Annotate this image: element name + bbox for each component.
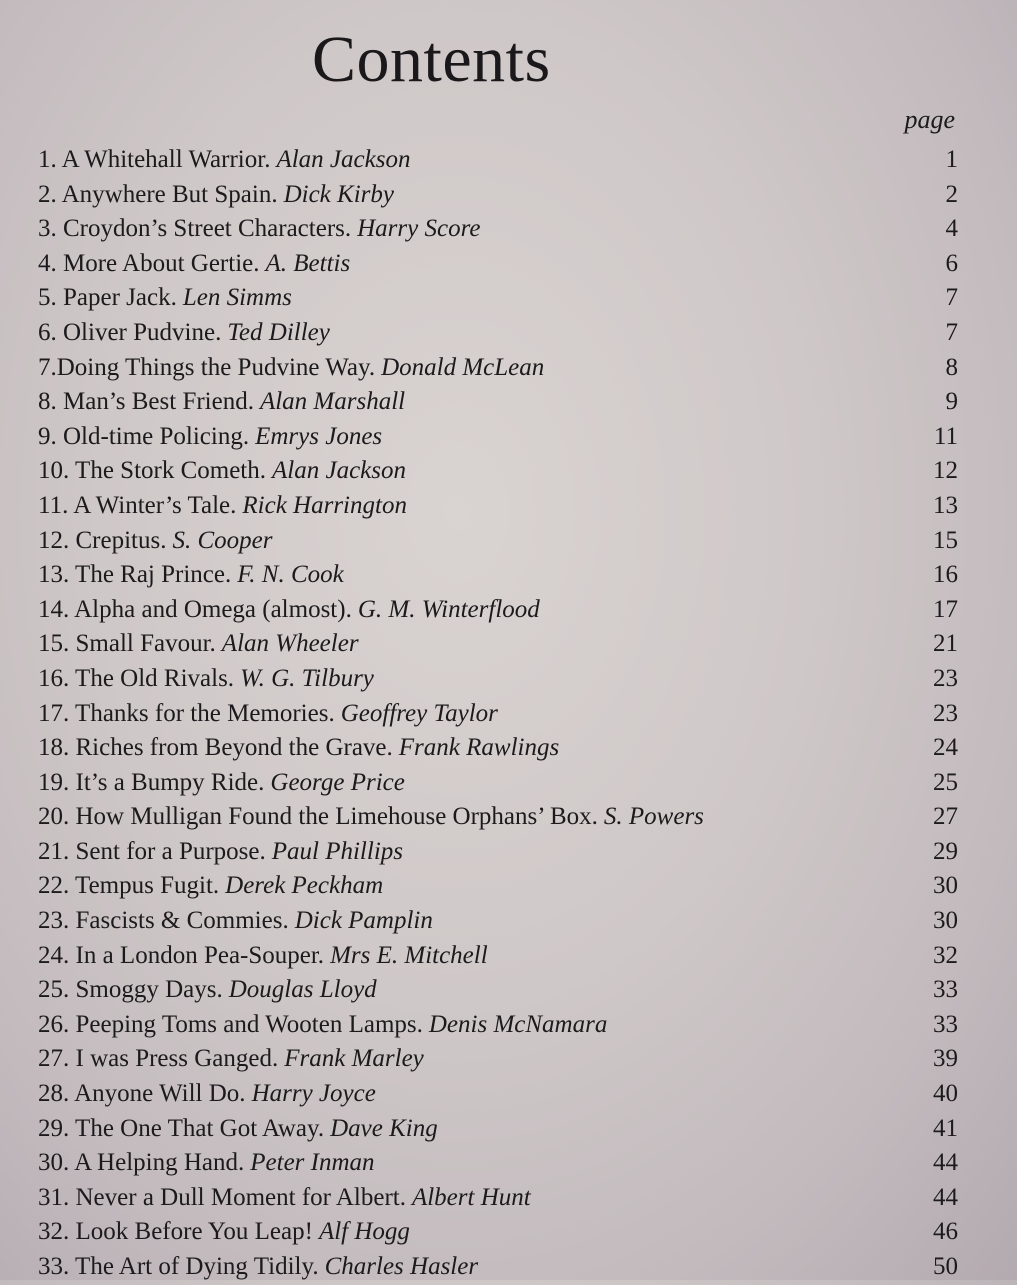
contents-entry [38,1042,958,1077]
entry-page-number: 33 [933,976,958,1004]
entry-page-number: 12 [933,457,958,485]
page-column-label: page [904,105,955,134]
entry-page-number: 1 [945,146,958,173]
entry-page-number: 6 [945,249,958,277]
entry-page-number: 9 [945,388,958,416]
entry-page-number: 21 [933,630,958,658]
page-title: Contents [312,23,551,96]
entry-author: Derek Peckham [225,872,384,900]
entry-page-number: 33 [933,1010,958,1038]
entry-author: Albert Hunt [411,1183,531,1211]
entry-page-number: 13 [933,491,958,519]
entry-author: George Price [270,768,405,796]
entry-title: 30. A Helping Hand. [38,1149,245,1177]
entry-title: 5. Paper Jack. [38,284,177,312]
entry-title: 29. The One That Got Away. [38,1114,325,1142]
entry-title: 12. Crepitus. [38,526,167,554]
entry-page-number: 39 [933,1045,958,1073]
entry-title: 11. A Winter’s Tale. [38,491,237,519]
entry-title: 28. Anyone Will Do. [38,1080,246,1108]
entry-title: 33. The Art of Dying Tidily. [38,1253,319,1280]
entry-author: Alan Jackson [272,457,406,485]
contents-entry [38,420,958,455]
contents-entry [38,524,958,559]
entry-title: 2. Anywhere But Spain. [38,180,278,208]
entry-page-number: 32 [933,941,958,969]
entry-author: S. Cooper [172,526,273,554]
entry-page-number: 23 [933,664,958,692]
entry-author: Harry Score [357,215,481,243]
entry-author: Len Simms [182,284,292,312]
entry-page-number: 44 [933,1149,958,1177]
entry-title: 19. It’s a Bumpy Ride. [38,768,265,796]
entry-author: Harry Joyce [251,1080,376,1108]
entry-page-number: 4 [945,215,958,243]
entry-page-number: 25 [933,768,958,796]
entry-title: 32. Look Before You Leap! [38,1218,313,1246]
entry-page-number: 41 [933,1114,958,1142]
entry-title: 31. Never a Dull Moment for Albert. [38,1183,406,1211]
contents-entry [38,1112,958,1147]
contents-entry [38,835,958,870]
entry-title: 7.Doing Things the Pudvine Way. [38,353,376,381]
contents-entry [38,1250,958,1285]
contents-entry [38,1181,958,1216]
contents-entry [38,1215,958,1250]
entry-author: Alan Wheeler [221,630,359,658]
entry-title: 16. The Old Rivals. [38,664,235,692]
entry-page-number: 24 [933,734,958,762]
entry-page-number: 23 [933,699,958,727]
entry-page-number: 16 [933,561,958,589]
contents-entry [38,212,958,247]
entry-page-number: 15 [933,526,958,554]
entry-author: Charles Hasler [324,1253,479,1280]
contents-entry [38,662,958,697]
entry-title: 18. Riches from Beyond the Grave. [38,734,393,762]
entry-title: 15. Small Favour. [38,630,216,658]
entry-author: Frank Rawlings [398,734,560,762]
entry-title: 20. How Mulligan Found the Limehouse Orphans’ Box. [38,803,598,831]
contents-entry [38,281,958,316]
entry-title: 17. Thanks for the Memories. [38,699,335,727]
entry-title: 26. Peeping Toms and Wooten Lamps. [38,1010,423,1038]
entry-author: W. G. Tilbury [240,664,374,692]
entry-title: 1. A Whitehall Warrior. [38,146,271,173]
entry-author: Denis McNamara [428,1010,608,1038]
contents-entry [38,731,958,766]
contents-entry [38,247,958,282]
entry-page-number: 29 [933,837,958,865]
entry-title: 10. The Stork Cometh. [38,457,267,485]
contents-list [38,143,958,1285]
contents-entry [38,939,958,974]
entry-page-number: 7 [945,284,958,312]
entry-title: 25. Smoggy Days. [38,976,223,1004]
contents-entry [38,1146,958,1181]
entry-author: Alan Jackson [276,146,411,173]
entry-page-number: 11 [933,422,958,450]
entry-author: Paul Phillips [271,837,403,865]
contents-entry [38,316,958,351]
entry-title: 21. Sent for a Purpose. [38,837,266,865]
entry-author: Mrs E. Mitchell [330,941,488,969]
entry-author: Alan Marshall [259,388,406,416]
entry-title: 6. Oliver Pudvine. [38,318,222,346]
entry-author: Peter Inman [250,1149,375,1177]
entry-page-number: 2 [945,180,958,208]
entry-title: 13. The Raj Prince. [38,561,232,589]
contents-entry [38,351,958,386]
entry-page-number: 17 [933,595,958,623]
contents-entry [38,558,958,593]
entry-page-number: 40 [933,1080,958,1108]
contents-entry [38,1077,958,1112]
contents-entry [38,1008,958,1043]
contents-entry [38,593,958,628]
entry-author: Ted Dilley [227,318,330,346]
contents-entry [38,904,958,939]
entry-author: A. Bettis [265,249,351,277]
entry-page-number: 8 [945,353,958,381]
entry-author: Dick Kirby [283,180,394,208]
contents-entry [38,800,958,835]
contents-entry [38,143,958,178]
entry-author: S. Powers [603,803,704,831]
entry-page-number: 44 [933,1183,958,1211]
entry-author: Douglas Lloyd [228,976,377,1004]
entry-author: G. M. Winterflood [357,595,540,623]
contents-entry [38,766,958,801]
contents-entry [38,869,958,904]
entry-author: Frank Marley [284,1045,424,1073]
entry-page-number: 7 [945,318,958,346]
contents-entry [38,385,958,420]
entry-author: Dick Pamplin [294,907,433,935]
contents-entry [38,627,958,662]
entry-author: Geoffrey Taylor [340,699,498,727]
contents-entry [38,454,958,489]
entry-page-number: 46 [933,1218,958,1246]
entry-title: 27. I was Press Ganged. [38,1045,279,1073]
entry-page-number: 30 [933,907,958,935]
entry-title: 8. Man’s Best Friend. [38,388,254,416]
entry-author: Rick Harrington [242,491,407,519]
entry-title: 4. More About Gertie. [38,249,260,277]
entry-title: 23. Fascists & Commies. [38,907,289,935]
entry-title: 24. In a London Pea-Souper. [38,941,325,969]
entry-author: Donald McLean [381,353,545,381]
entry-title: 14. Alpha and Omega (almost). [38,595,352,623]
entry-author: Dave King [330,1114,438,1142]
entry-author: Emrys Jones [255,422,383,450]
entry-title: 9. Old-time Policing. [38,422,250,450]
contents-entry [38,973,958,1008]
entry-author: F. N. Cook [237,561,344,589]
contents-entry [38,489,958,524]
entry-page-number: 27 [933,803,958,831]
entry-author: Alf Hogg [318,1218,410,1246]
contents-entry [38,697,958,732]
entry-page-number: 50 [933,1253,958,1280]
entry-title: 22. Tempus Fugit. [38,872,220,900]
entry-page-number: 30 [933,872,958,900]
entry-title: 3. Croydon’s Street Characters. [38,215,352,243]
contents-entry [38,178,958,213]
